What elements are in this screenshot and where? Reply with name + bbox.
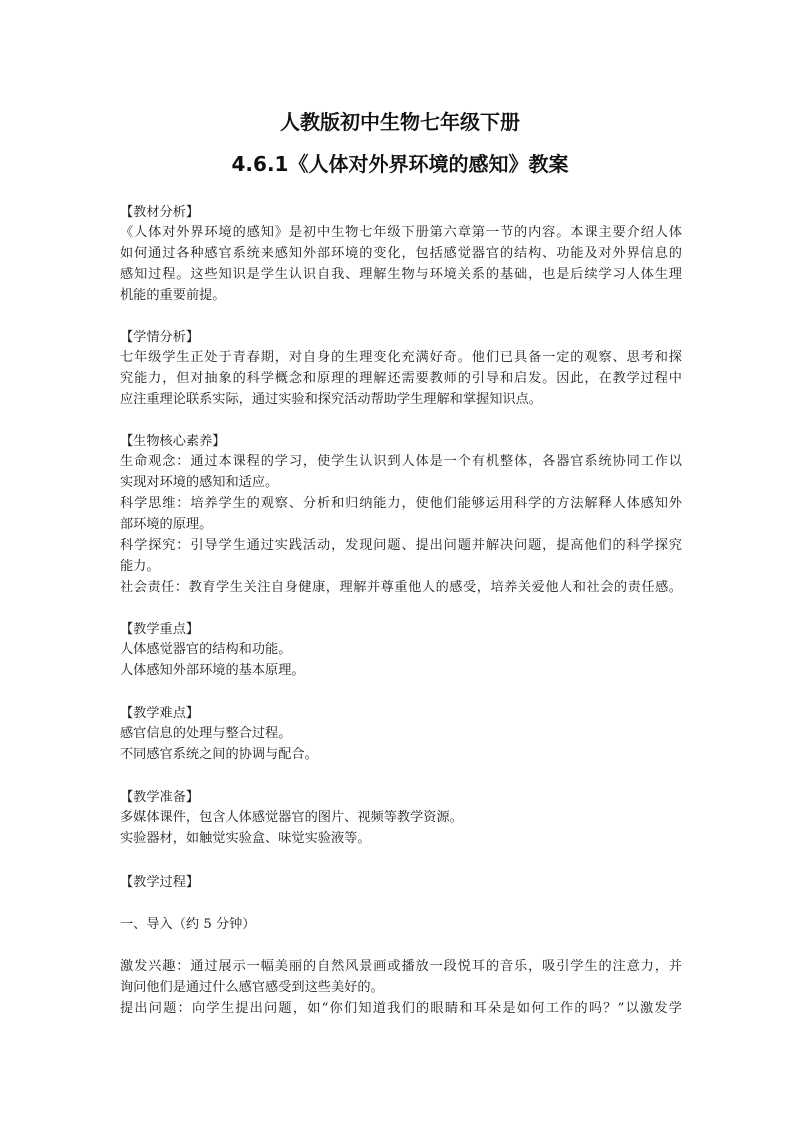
- section-heading: 【教材分析】: [120, 205, 200, 220]
- paragraph-line: 实验器材，如触觉实验盒、味觉实验液等。: [120, 831, 371, 846]
- paragraph-line: 实现对环境的感知和适应。: [120, 475, 279, 490]
- paragraph-line: 如何通过各种感官系统来感知外部环境的变化，包括感觉器官的结构、功能及对外界信息的: [120, 246, 682, 261]
- paragraph-line: 七年级学生正处于青春期，对自身的生理变化充满好奇。他们已具备一定的观察、思考和探: [120, 350, 682, 365]
- section-heading: 【学情分析】: [120, 330, 200, 345]
- paragraph-line: 人体感觉器官的结构和功能。: [120, 642, 292, 657]
- section-heading: 【生物核心素养】: [120, 434, 226, 449]
- paragraph-line: 能力。: [120, 559, 160, 574]
- paragraph-line: 人体感知外部环境的基本原理。: [120, 663, 305, 678]
- paragraph-line: 机能的重要前提。: [120, 288, 226, 303]
- step-title: 一、导入（约 5 分钟）: [120, 917, 256, 932]
- paragraph-line: 究能力，但对抽象的科学概念和原理的理解还需要教师的引导和启发。因此，在教学过程中: [120, 371, 682, 386]
- paragraph-line: 感知过程。这些知识是学生认识自我、理解生物与环境关系的基础，也是后续学习人体生理: [120, 267, 682, 282]
- paragraph-line: 不同感官系统之间的协调与配合。: [120, 747, 318, 762]
- section-heading: 【教学准备】: [120, 790, 200, 805]
- section-heading: 【教学难点】: [120, 706, 200, 721]
- section-heading: 【教学重点】: [120, 622, 200, 637]
- section-heading: 【教学过程】: [120, 875, 200, 890]
- lesson-title: 4.6.1《人体对外界环境的感知》教案: [231, 152, 569, 176]
- document-title: 人教版初中生物七年级下册: [280, 110, 520, 134]
- paragraph-line: 社会责任：教育学生关注自身健康，理解并尊重他人的感受，培养关爱他人和社会的责任感。: [120, 580, 682, 595]
- paragraph-line: 询问他们是通过什么感官感受到这些美好的。: [120, 980, 384, 995]
- paragraph-line: 部环境的原理。: [120, 517, 213, 532]
- paragraph-line: 提出问题：向学生提出问题，如“你们知道我们的眼睛和耳朵是如何工作的吗？”以激发学: [120, 1001, 682, 1016]
- paragraph-line: 多媒体课件，包含人体感觉器官的图片、视频等教学资源。: [120, 810, 463, 825]
- paragraph-line: 感官信息的处理与整合过程。: [120, 726, 292, 741]
- paragraph-line: 生命观念：通过本课程的学习，使学生认识到人体是一个有机整体，各器官系统协同工作以: [120, 454, 682, 469]
- paragraph-line: 科学探究：引导学生通过实践活动，发现问题、提出问题并解决问题，提高他们的科学探究: [120, 538, 682, 553]
- paragraph-line: 应注重理论联系实际，通过实验和探究活动帮助学生理解和掌握知识点。: [120, 392, 542, 407]
- paragraph-line: 科学思维：培养学生的观察、分析和归纳能力，使他们能够运用科学的方法解释人体感知外: [120, 496, 682, 511]
- paragraph-line: 激发兴趣：通过展示一幅美丽的自然风景画或播放一段悦耳的音乐，吸引学生的注意力，并: [120, 959, 682, 974]
- paragraph-line: 《人体对外界环境的感知》是初中生物七年级下册第六章第一节的内容。本课主要介绍人体: [120, 225, 682, 240]
